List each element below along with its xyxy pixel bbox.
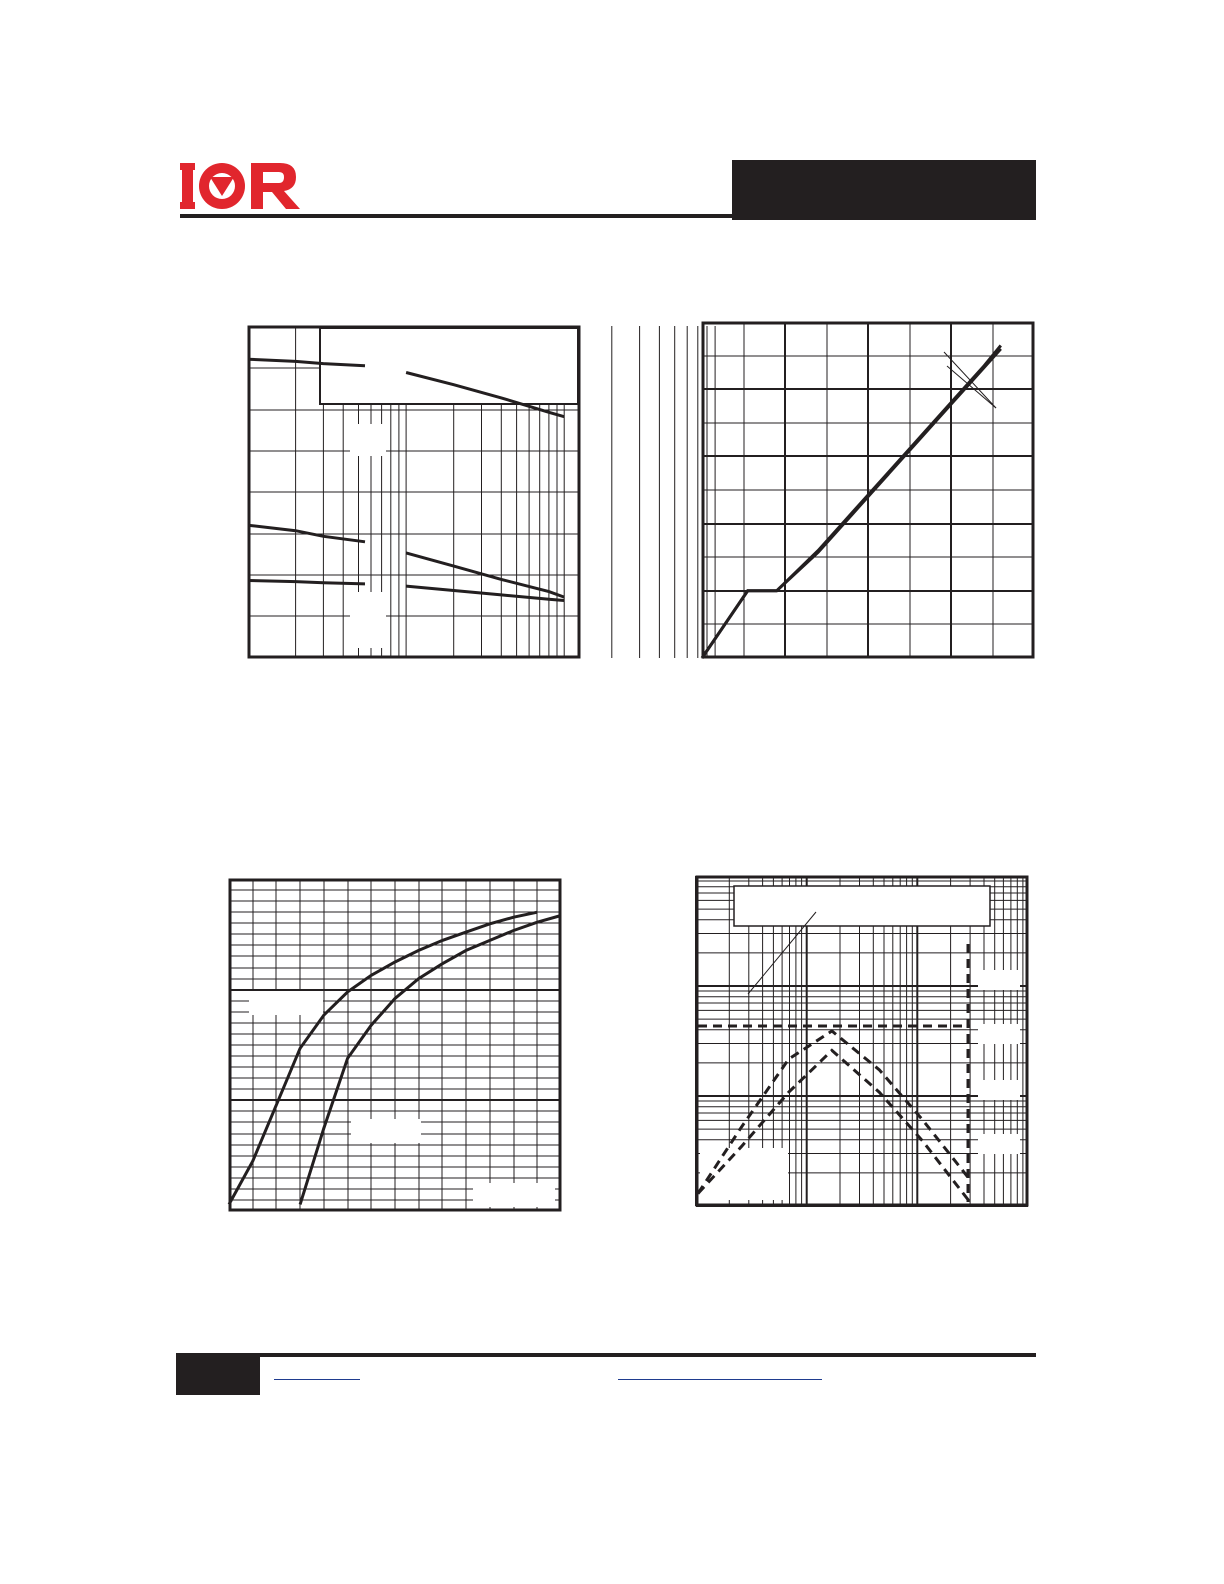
chart-legend-box [734, 886, 990, 926]
footer-link-underline[interactable] [274, 1379, 360, 1380]
curve-label-gap [249, 991, 323, 1015]
chart-bottom-left [229, 879, 561, 1211]
curve-label-gap [350, 424, 386, 456]
c2-series-line-1 [702, 346, 1001, 659]
curve-label-gap [978, 1024, 1020, 1044]
header-rule [180, 214, 732, 218]
footer-link-underline[interactable] [618, 1379, 822, 1380]
ir-logo-icon [180, 158, 304, 219]
logo-graphic [180, 158, 304, 214]
footer-page-number-block [176, 1353, 260, 1395]
curve-label-gap [473, 1183, 555, 1207]
curve-label-gap [700, 1148, 788, 1200]
chart-top-right [702, 322, 1034, 658]
curve-label-gap [978, 1080, 1020, 1100]
curve-label-gap [350, 592, 386, 648]
chart-bottom-right [696, 876, 1028, 1206]
c3-series-line-2 [300, 916, 561, 1205]
footer-rule [176, 1353, 1036, 1357]
curve-label-gap [978, 1134, 1020, 1154]
header-part-number-block [732, 160, 1036, 220]
chart-top-left [248, 326, 580, 658]
curve-label-gap [351, 1119, 421, 1143]
curve-label-gap [978, 970, 1020, 990]
